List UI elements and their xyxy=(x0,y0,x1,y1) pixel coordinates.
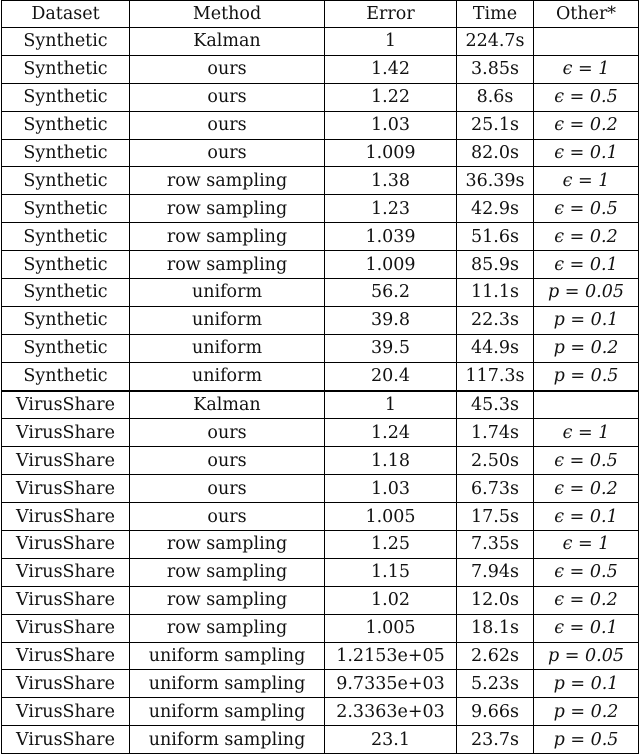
cell-time: 25.1s xyxy=(457,111,534,139)
cell-error: 1.2153e+05 xyxy=(325,642,457,670)
cell-dataset: VirusShare xyxy=(2,447,130,475)
cell-other: ϵ = 0.1 xyxy=(534,614,639,642)
cell-method: Kalman xyxy=(130,391,325,419)
table-row xyxy=(2,167,639,195)
cell-other: p = 0.1 xyxy=(534,306,639,334)
header-time: Time xyxy=(457,1,534,28)
table-row xyxy=(2,223,639,251)
cell-other: ϵ = 0.1 xyxy=(534,251,639,279)
cell-other: ϵ = 0.5 xyxy=(534,558,639,586)
table-row xyxy=(2,447,639,475)
cell-error: 1.039 xyxy=(325,223,457,251)
table-row xyxy=(2,558,639,586)
cell-dataset: VirusShare xyxy=(2,726,130,754)
table-row xyxy=(2,334,639,362)
cell-error: 9.7335e+03 xyxy=(325,670,457,698)
cell-other: ϵ = 1 xyxy=(534,55,639,83)
cell-method: ours xyxy=(130,419,325,447)
cell-method: ours xyxy=(130,55,325,83)
table-row xyxy=(2,503,639,531)
cell-error: 39.5 xyxy=(325,334,457,362)
cell-time: 7.35s xyxy=(457,531,534,559)
cell-time: 23.7s xyxy=(457,726,534,754)
cell-dataset: Synthetic xyxy=(2,306,130,334)
cell-dataset: VirusShare xyxy=(2,670,130,698)
table-row xyxy=(2,698,639,726)
table-row xyxy=(2,614,639,642)
cell-method: uniform xyxy=(130,306,325,334)
cell-error: 1.22 xyxy=(325,83,457,111)
cell-error: 1.009 xyxy=(325,251,457,279)
cell-error: 1.18 xyxy=(325,447,457,475)
cell-dataset: VirusShare xyxy=(2,558,130,586)
cell-method: row sampling xyxy=(130,167,325,195)
cell-other: p = 0.5 xyxy=(534,362,639,390)
cell-method: ours xyxy=(130,111,325,139)
cell-dataset: Synthetic xyxy=(2,279,130,307)
cell-error: 39.8 xyxy=(325,306,457,334)
cell-dataset: Synthetic xyxy=(2,167,130,195)
table-row xyxy=(2,475,639,503)
table-row xyxy=(2,419,639,447)
results-table xyxy=(1,0,639,754)
cell-time: 11.1s xyxy=(457,279,534,307)
cell-error: 1.02 xyxy=(325,586,457,614)
table-row xyxy=(2,111,639,139)
cell-other: ϵ = 0.2 xyxy=(534,111,639,139)
cell-error: 1.009 xyxy=(325,139,457,167)
cell-method: Kalman xyxy=(130,28,325,56)
cell-time: 2.50s xyxy=(457,447,534,475)
cell-time: 3.85s xyxy=(457,55,534,83)
cell-time: 51.6s xyxy=(457,223,534,251)
cell-time: 6.73s xyxy=(457,475,534,503)
cell-error: 1.42 xyxy=(325,55,457,83)
table-body xyxy=(2,28,639,754)
cell-dataset: VirusShare xyxy=(2,531,130,559)
header-method: Method xyxy=(130,1,325,28)
cell-other: p = 0.05 xyxy=(534,279,639,307)
table-header xyxy=(2,1,639,28)
cell-other: p = 0.05 xyxy=(534,642,639,670)
cell-time: 9.66s xyxy=(457,698,534,726)
cell-other: ϵ = 0.2 xyxy=(534,223,639,251)
cell-dataset: Synthetic xyxy=(2,83,130,111)
header-row xyxy=(2,1,639,28)
cell-error: 1.38 xyxy=(325,167,457,195)
table-row xyxy=(2,251,639,279)
cell-time: 22.3s xyxy=(457,306,534,334)
cell-other: ϵ = 1 xyxy=(534,531,639,559)
cell-dataset: VirusShare xyxy=(2,698,130,726)
cell-method: uniform xyxy=(130,362,325,390)
cell-time: 44.9s xyxy=(457,334,534,362)
cell-dataset: VirusShare xyxy=(2,642,130,670)
cell-time: 2.62s xyxy=(457,642,534,670)
cell-other: ϵ = 0.1 xyxy=(534,139,639,167)
cell-other: ϵ = 1 xyxy=(534,419,639,447)
cell-other: p = 0.1 xyxy=(534,670,639,698)
cell-dataset: Synthetic xyxy=(2,111,130,139)
cell-dataset: VirusShare xyxy=(2,586,130,614)
table-row xyxy=(2,195,639,223)
cell-method: uniform xyxy=(130,279,325,307)
header-error: Error xyxy=(325,1,457,28)
cell-other: p = 0.2 xyxy=(534,334,639,362)
cell-method: ours xyxy=(130,475,325,503)
cell-method: row sampling xyxy=(130,195,325,223)
table-row xyxy=(2,55,639,83)
cell-other: ϵ = 0.1 xyxy=(534,503,639,531)
cell-dataset: Synthetic xyxy=(2,251,130,279)
cell-method: uniform sampling xyxy=(130,642,325,670)
cell-error: 1.005 xyxy=(325,503,457,531)
cell-time: 117.3s xyxy=(457,362,534,390)
cell-dataset: Synthetic xyxy=(2,334,130,362)
cell-time: 42.9s xyxy=(457,195,534,223)
cell-time: 1.74s xyxy=(457,419,534,447)
cell-method: ours xyxy=(130,83,325,111)
cell-other: ϵ = 1 xyxy=(534,167,639,195)
cell-other: ϵ = 0.5 xyxy=(534,447,639,475)
cell-dataset: Synthetic xyxy=(2,195,130,223)
cell-time: 85.9s xyxy=(457,251,534,279)
table-row xyxy=(2,531,639,559)
cell-error: 1.24 xyxy=(325,419,457,447)
table-row xyxy=(2,726,639,754)
cell-dataset: Synthetic xyxy=(2,28,130,56)
cell-error: 1.23 xyxy=(325,195,457,223)
table-row xyxy=(2,83,639,111)
cell-dataset: Synthetic xyxy=(2,55,130,83)
table-row xyxy=(2,362,639,390)
cell-method: row sampling xyxy=(130,614,325,642)
cell-time: 17.5s xyxy=(457,503,534,531)
cell-method: ours xyxy=(130,503,325,531)
cell-dataset: Synthetic xyxy=(2,223,130,251)
cell-other: ϵ = 0.5 xyxy=(534,195,639,223)
cell-other: ϵ = 0.2 xyxy=(534,586,639,614)
cell-method: row sampling xyxy=(130,251,325,279)
cell-time: 45.3s xyxy=(457,391,534,419)
cell-time: 224.7s xyxy=(457,28,534,56)
cell-error: 1 xyxy=(325,28,457,56)
cell-time: 18.1s xyxy=(457,614,534,642)
cell-time: 5.23s xyxy=(457,670,534,698)
cell-other: ϵ = 0.5 xyxy=(534,83,639,111)
cell-error: 1.03 xyxy=(325,111,457,139)
cell-error: 1.005 xyxy=(325,614,457,642)
cell-time: 12.0s xyxy=(457,586,534,614)
cell-dataset: VirusShare xyxy=(2,391,130,419)
cell-dataset: VirusShare xyxy=(2,614,130,642)
cell-dataset: VirusShare xyxy=(2,503,130,531)
table-row xyxy=(2,670,639,698)
cell-error: 20.4 xyxy=(325,362,457,390)
cell-method: uniform xyxy=(130,334,325,362)
cell-error: 1 xyxy=(325,391,457,419)
cell-error: 56.2 xyxy=(325,279,457,307)
cell-method: ours xyxy=(130,139,325,167)
cell-error: 1.25 xyxy=(325,531,457,559)
table-row xyxy=(2,642,639,670)
table-row xyxy=(2,306,639,334)
cell-time: 82.0s xyxy=(457,139,534,167)
cell-dataset: VirusShare xyxy=(2,419,130,447)
cell-dataset: Synthetic xyxy=(2,139,130,167)
table-row xyxy=(2,586,639,614)
cell-dataset: Synthetic xyxy=(2,362,130,390)
cell-time: 7.94s xyxy=(457,558,534,586)
cell-error: 1.15 xyxy=(325,558,457,586)
header-other: Other* xyxy=(534,1,639,28)
cell-method: uniform sampling xyxy=(130,670,325,698)
cell-dataset: VirusShare xyxy=(2,475,130,503)
cell-method: row sampling xyxy=(130,586,325,614)
cell-method: row sampling xyxy=(130,558,325,586)
cell-other xyxy=(534,391,639,419)
cell-error: 2.3363e+03 xyxy=(325,698,457,726)
table-row xyxy=(2,279,639,307)
cell-time: 36.39s xyxy=(457,167,534,195)
cell-other: p = 0.5 xyxy=(534,726,639,754)
cell-method: uniform sampling xyxy=(130,698,325,726)
cell-other: ϵ = 0.2 xyxy=(534,475,639,503)
cell-method: ours xyxy=(130,447,325,475)
cell-time: 8.6s xyxy=(457,83,534,111)
table-row xyxy=(2,391,639,419)
cell-other: p = 0.2 xyxy=(534,698,639,726)
header-dataset: Dataset xyxy=(2,1,130,28)
cell-method: row sampling xyxy=(130,223,325,251)
cell-error: 23.1 xyxy=(325,726,457,754)
cell-error: 1.03 xyxy=(325,475,457,503)
table-row xyxy=(2,139,639,167)
cell-method: row sampling xyxy=(130,531,325,559)
cell-other xyxy=(534,28,639,56)
cell-method: uniform sampling xyxy=(130,726,325,754)
table-row xyxy=(2,28,639,56)
